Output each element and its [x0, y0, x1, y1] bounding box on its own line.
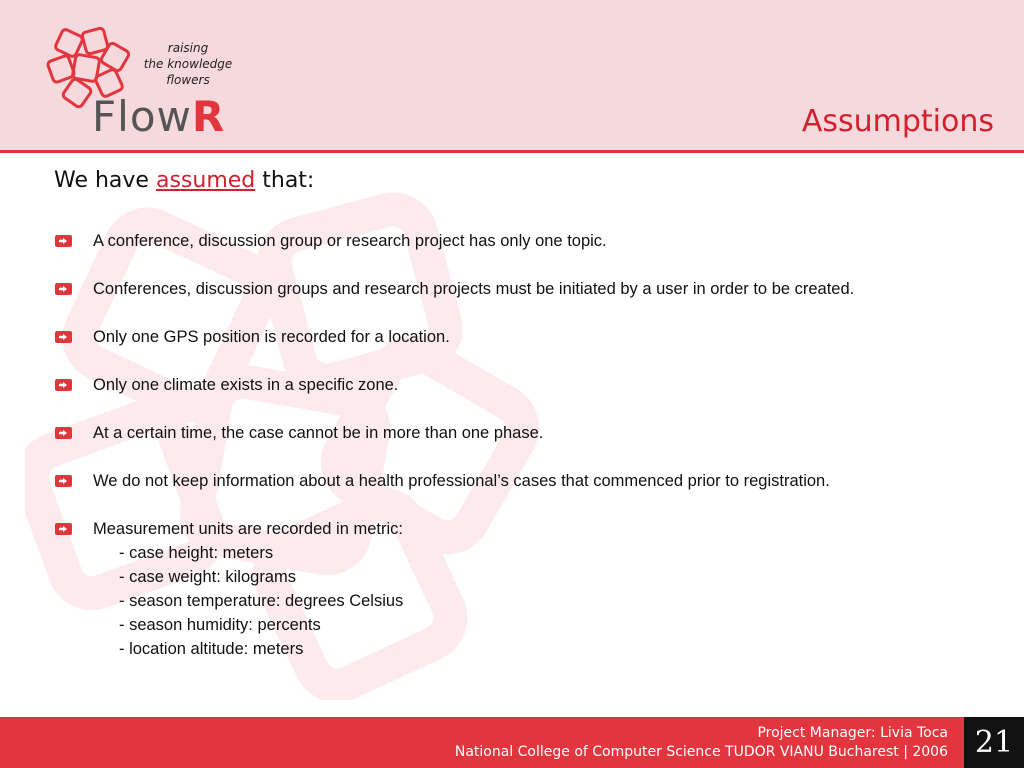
- sub-item: - case height: meters: [119, 544, 274, 562]
- institution-line: National College of Computer Science TUDOR VIANU Bucharest | 2006: [454, 744, 948, 760]
- sub-item: - season temperature: degrees Celsius: [119, 592, 404, 610]
- metric-units-sublist: [54, 541, 986, 661]
- page-number: 21: [964, 717, 1024, 768]
- tagline-line: raising: [167, 41, 209, 55]
- project-manager-line: Project Manager: Livia Toca: [757, 725, 948, 741]
- sub-item: - location altitude: meters: [119, 640, 304, 658]
- arrow-bullet-icon: [55, 427, 72, 439]
- list-item: [54, 328, 986, 347]
- tagline-line: the knowledge: [143, 57, 233, 71]
- bullet-text: We do not keep information about a health professional’s cases that commenced prior to registration.: [93, 472, 830, 490]
- arrow-bullet-icon: [55, 475, 72, 487]
- arrow-bullet-icon: [55, 331, 72, 343]
- bullet-text: Only one climate exists in a specific zone.: [93, 376, 399, 394]
- slide-header: [0, 0, 1024, 150]
- list-item: [54, 232, 986, 251]
- lead-text: that:: [255, 168, 315, 193]
- sub-item: - case weight: kilograms: [119, 568, 296, 586]
- logo-tagline: [140, 40, 236, 88]
- lead-highlight: assumed: [155, 168, 256, 193]
- arrow-bullet-icon: [55, 283, 72, 295]
- arrow-bullet-icon: [55, 235, 72, 247]
- slide-title: Assumptions: [801, 104, 994, 139]
- tagline-line: flowers: [166, 73, 210, 87]
- footer-credits: [455, 724, 948, 762]
- brand-main: Flow: [92, 92, 192, 141]
- list-item: [54, 280, 986, 299]
- header-divider: [0, 150, 1024, 153]
- list-item: [54, 376, 986, 395]
- list-item: [54, 424, 986, 443]
- brand-accent: R: [191, 92, 226, 141]
- arrow-bullet-icon: [55, 523, 72, 535]
- bullet-text: A conference, discussion group or research project has only one topic.: [93, 232, 607, 250]
- list-item: [54, 472, 986, 491]
- sub-item: - season humidity: percents: [119, 616, 321, 634]
- arrow-bullet-icon: [55, 379, 72, 391]
- lead-sentence: [54, 168, 314, 193]
- bullet-text: Measurement units are recorded in metric:: [93, 520, 403, 538]
- bullet-text: At a certain time, the case cannot be in more than one phase.: [93, 424, 544, 442]
- bullet-text: Only one GPS position is recorded for a location.: [93, 328, 450, 346]
- assumptions-list: [54, 232, 986, 661]
- brand-wordmark: [92, 92, 225, 142]
- list-item: [54, 520, 986, 661]
- bullet-text: Conferences, discussion groups and research projects must be initiated by a user in order to be created.: [93, 280, 855, 298]
- lead-text: We have: [54, 168, 156, 193]
- slide-footer: [0, 717, 1024, 768]
